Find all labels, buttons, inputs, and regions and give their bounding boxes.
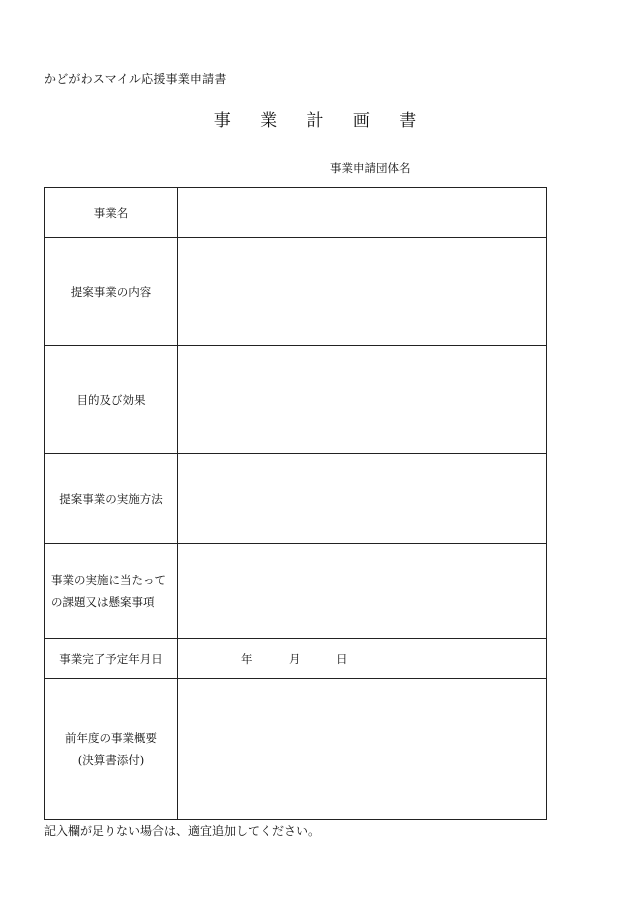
previous-year-summary-field[interactable] <box>178 679 547 820</box>
table-row-issues-concerns <box>45 544 547 639</box>
footnote: 記入欄が足りない場合は、適宜追加してください。 <box>44 824 321 838</box>
proposal-content-label: 提案事業の内容 <box>45 238 178 346</box>
completion-date-field[interactable] <box>178 639 547 679</box>
plan-table <box>44 187 547 820</box>
previous-year-summary-label-text: 前年度の事業概要 (決算書添付) <box>65 731 157 767</box>
issues-concerns-label <box>45 544 178 639</box>
purpose-effect-label: 目的及び効果 <box>45 346 178 454</box>
issues-concerns-field[interactable] <box>178 544 547 639</box>
document-title: 事 業 計 画 書 <box>213 111 429 131</box>
form-header: かどがわスマイル応援事業申請書 <box>44 72 227 86</box>
table-row-implementation-method <box>45 454 547 544</box>
completion-date-label: 事業完了予定年月日 <box>45 639 178 679</box>
implementation-method-field[interactable] <box>178 454 547 544</box>
organization-name-label: 事業申請団体名 <box>330 161 411 175</box>
implementation-method-label: 提案事業の実施方法 <box>45 454 178 544</box>
table-row-previous-year-summary <box>45 679 547 820</box>
date-line <box>178 651 546 667</box>
table-row-proposal-content <box>45 238 547 346</box>
project-name-field[interactable] <box>178 188 547 238</box>
table-row-purpose-effect <box>45 346 547 454</box>
month-label: 月 <box>289 651 301 666</box>
purpose-effect-field[interactable] <box>178 346 547 454</box>
previous-year-summary-label <box>45 679 178 820</box>
day-label: 日 <box>336 651 348 666</box>
year-label: 年 <box>241 651 253 666</box>
table-row-completion-date <box>45 639 547 679</box>
issues-concerns-label-text: 事業の実施に当たって の課題又は懸案事項 <box>51 573 166 609</box>
project-name-label: 事業名 <box>45 188 178 238</box>
table-row-project-name <box>45 188 547 238</box>
proposal-content-field[interactable] <box>178 238 547 346</box>
